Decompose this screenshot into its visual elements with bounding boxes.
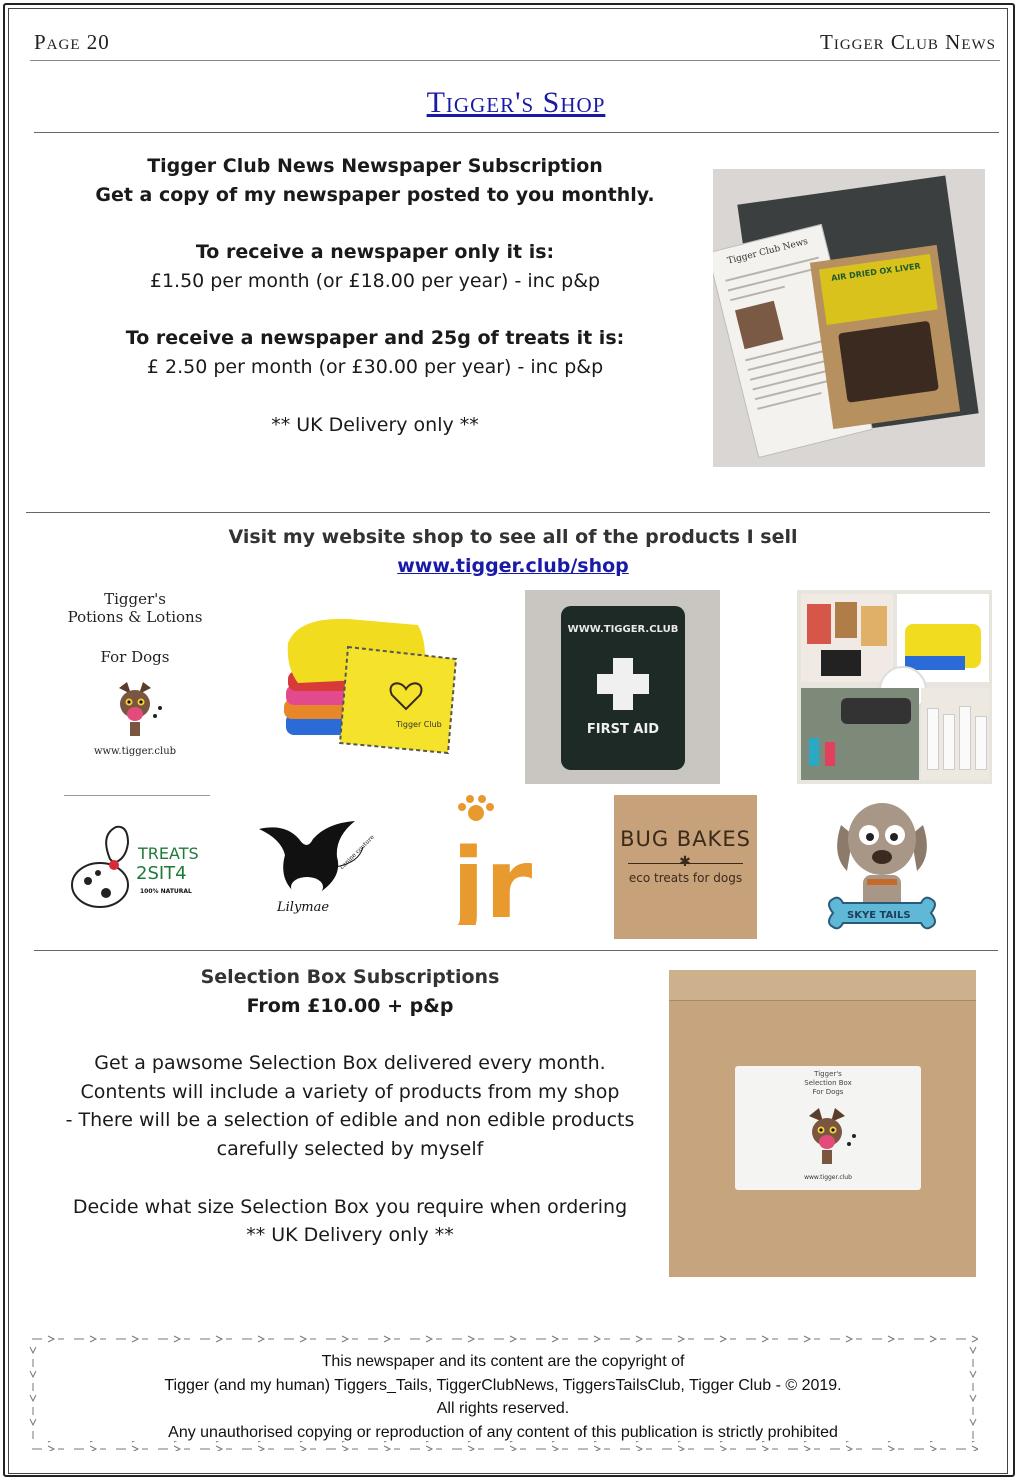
bug-bakes-logo[interactable] [614,795,757,939]
skye-tails-logo[interactable] [823,795,941,940]
selection-box-label-card [735,1066,921,1190]
bug-icon: ✱ [679,854,691,870]
potions-lotions-logo[interactable] [60,590,210,795]
potions-divider [64,795,210,796]
selection-box-line5: Decide what size Selection Box you require when ordering [72,1195,628,1218]
selection-box-text [50,963,650,1250]
section-divider [34,950,998,951]
potions-line2: Potions & Lotions [67,608,203,626]
lilymae-dog-icon [255,817,377,917]
header-divider [30,60,1000,61]
newspaper-treats-heading: To receive a newspaper and 25g of treats it is: [125,327,625,350]
lilymae-tag: canine couture [338,833,376,871]
potions-url: www.tigger.club [93,746,177,757]
card-line2: Selection Box [804,1079,852,1087]
copyright-line3: All rights reserved. [436,1400,570,1417]
towel-stack-image [278,603,470,789]
towel-label: Tigger Club [396,720,442,729]
potions-line3: For Dogs [100,648,170,666]
first-aid-label: FIRST AID [586,722,660,737]
towel-photo[interactable] [278,603,470,789]
first-aid-photo[interactable] [525,590,720,784]
selection-box-line1: Get a pawsome Selection Box delivered every month. [94,1052,606,1075]
skye-dog-icon [823,795,941,940]
selection-box-line4: carefully selected by myself [216,1137,484,1160]
publication-title: Tigger Club News [820,30,996,54]
copyright-notice [28,1350,978,1444]
treat-pouch [810,245,960,429]
newspaper-treats-price: £ 2.50 per month (or £30.00 per year) - inc p&p [146,355,604,378]
copyright-line1: This newspaper and its content are the copyright of [321,1353,685,1370]
treats-line1: TREATS [138,844,199,863]
jr-text: jr [452,828,533,925]
lilymae-logo[interactable] [255,817,377,917]
newspaper-photo [713,169,985,467]
lilymae-name: Lilymae [277,900,330,915]
treats2sit4-logo[interactable] [70,815,208,923]
newspaper-subscription-text [90,152,660,439]
selection-box-delivery-note: ** UK Delivery only ** [246,1224,454,1247]
tigger-dog-icon [797,1104,857,1166]
skye-tails-text: SKYE TAILS [847,910,911,921]
section-divider [26,512,990,513]
copyright-line4: Any unauthorised copying or reproduction of any content of this publication is strictly prohibited [168,1423,838,1441]
shop-title-link[interactable]: Tigger's Shop [426,86,606,119]
selection-box-line2: Contents will include a variety of products from my shop [80,1080,620,1103]
bug-bakes-subtitle: eco treats for dogs [628,871,743,885]
section-divider [34,132,999,133]
tigger-dog-icon [105,678,165,738]
newspaper-only-heading: To receive a newspaper only it is: [195,241,555,264]
selection-box-title: Selection Box Subscriptions [200,966,500,988]
treats-line3: 100% NATURAL [140,888,192,895]
bug-bakes-title: BUG BAKES [620,827,751,851]
jr-logo[interactable] [446,795,552,925]
card-url: www.tigger.club [804,1174,852,1181]
page-number: Page 20 [34,30,110,54]
card-line1: Tigger's [814,1070,842,1078]
paw-icon [446,795,552,925]
newspaper-title: Tigger Club News Newspaper Subscription [147,155,603,177]
newspaper-only-price: £1.50 per month (or £18.00 per year) - inc p&p [149,269,601,292]
first-aid-brand: WWW.TIGGER.CLUB [567,624,679,635]
copyright-line2: Tigger (and my human) Tiggers_Tails, TiggerClubNews, TiggersTailsClub, Tigger Club - © 2019. [164,1376,842,1394]
potions-line1: Tigger's [104,590,166,608]
treats-line2: 2SIT4 [136,863,187,884]
selection-box-line3: - There will be a selection of edible and non edible products [65,1109,635,1132]
first-aid-bag [561,606,685,770]
newspaper-subtitle: Get a copy of my newspaper posted to you monthly. [95,183,655,206]
shop-link[interactable]: www.tigger.club/shop [397,555,629,577]
card-line3: For Dogs [812,1088,844,1096]
products-collage-photo[interactable] [797,590,992,784]
website-intro: Visit my website shop to see all of the products I sell [228,526,798,548]
pouch-label-text: AIR DRIED OX LIVER [830,261,922,283]
selection-box-price: From £10.00 + p&p [246,994,454,1017]
selection-box-photo [669,970,976,1277]
dalmatian-icon [70,815,208,923]
newspaper-masthead: Tigger Club News [726,236,810,267]
newspaper-delivery-note: ** UK Delivery only ** [271,413,479,436]
